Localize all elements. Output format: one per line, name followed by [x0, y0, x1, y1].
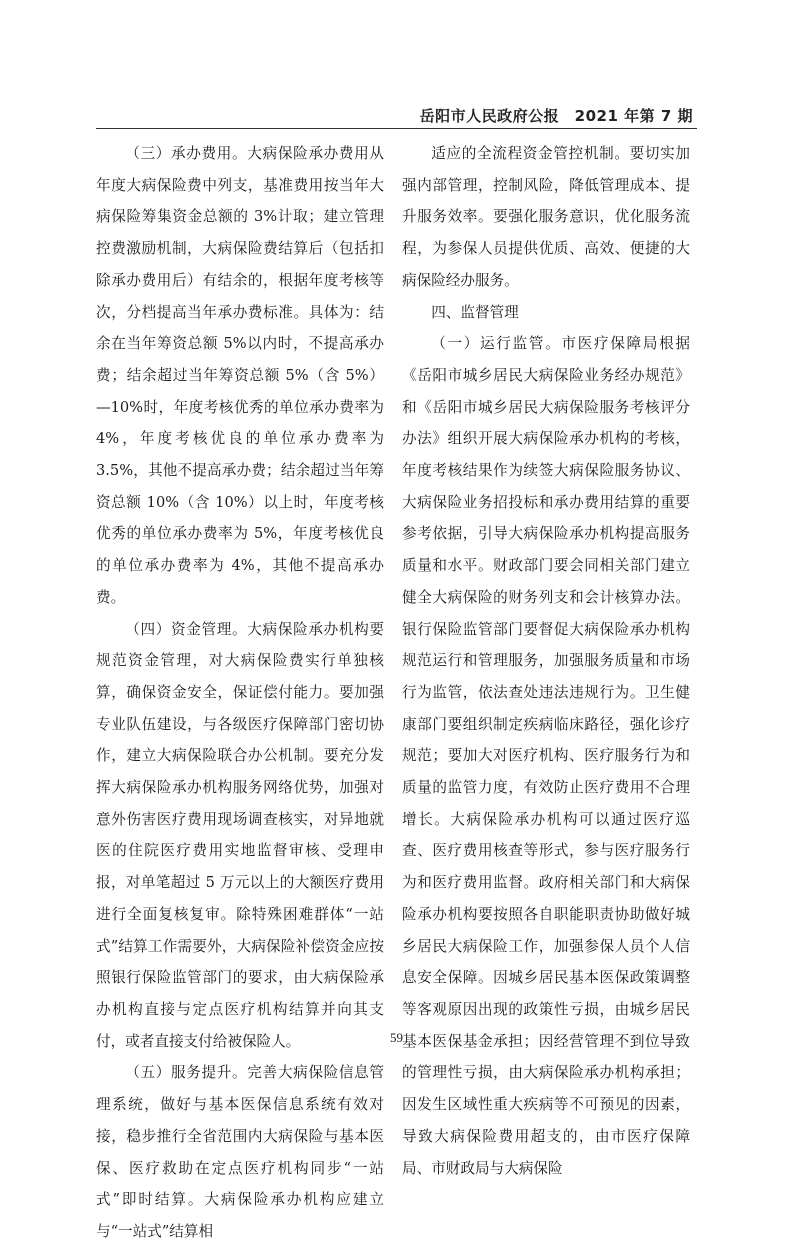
paragraph-undertaking-fees: （三）承办费用。大病保险承办费用从年度大病保险费中列支，基准费用按当年大病保险筹集资金总额的 3%计取；建立管理控费激励机制，大病保险费结算后（包括扣除承办费用后）有结余的，根据年度考核等次，分档提高当年承办费标准。具体为：结余在当年筹资总额 5%以内时，不提高承办费；结余超过当年筹资总额 5%（含 5%）—10%时，年度考核优秀的单位承办费率为 4%，年度考核优良的单位承办费率为 3.5%，其他不提高承办费；结余超过当年筹资总额 10%（含 10%）以上时，年度考核优秀的单位承办费率为 5%，年度考核优良的单位承办费率为 4%，其他不提高承办费。 — [96, 145, 384, 606]
right-column — [402, 138, 690, 1184]
page-number: 59 — [390, 1030, 403, 1045]
paragraph-service-improvement: （五）服务提升。完善大病保险信息管理系统，做好与基本医保信息系统有效对接，稳步推行全省范围内大病保险与基本医保、医疗救助在定点医疗机构同步“一站式”即时结算。大病保险承办机构应建立与“一站式”结算相 — [96, 1064, 384, 1240]
paragraph-fund-management: （四）资金管理。大病保险承办机构要规范资金管理，对大病保险费实行单独核算，确保资金安全，保证偿付能力。要加强专业队伍建设，与各级医疗保障部门密切协作，建立大病保险联合办公机制。要充分发挥大病保险承办机构服务网络优势，加强对意外伤害医疗费用现场调查核实，对异地就医的住院医疗费用实地监督审核、受理申报，对单笔超过 5 万元以上的大额医疗费用进行全面复核复审。除特殊困难群体“一站式”结算工作需要外，大病保险补偿资金应按照银行保险监管部门的要求，由大病保险承办机构直接与定点医疗机构结算并向其支付，或者直接支付给被保险人。 — [96, 620, 384, 1050]
paragraph-continuation: 适应的全流程资金管控机制。要切实加强内部管理，控制风险，降低管理成本、提升服务效率。要强化服务意识，优化服务流程，为参保人员提供优质、高效、便捷的大病保险经办服务。 — [402, 145, 690, 289]
section-heading-supervision: 四、监督管理 — [431, 303, 519, 321]
header-rule — [96, 128, 697, 129]
left-column — [96, 138, 384, 1248]
paragraph-operation-supervision: （一）运行监管。市医疗保障局根据《岳阳市城乡居民大病保险业务经办规范》和《岳阳市城乡居民大病保险服务考核评分办法》组织开展大病保险承办机构的考核，年度考核结果作为续签大病保险服务协议、大病保险业务招投标和承办费用结算的重要参考依据，引导大病保险承办机构提高服务质量和水平。财政部门要会同相关部门建立健全大病保险的财务列支和会计核算办法。银行保险监管部门要督促大病保险承办机构规范运行和管理服务，加强服务质量和市场行为监管，依法查处违法违规行为。卫生健康部门要组织制定疾病临床路径，强化诊疗规范；要加大对医疗机构、医疗服务行为和质量的监管力度，有效防止医疗费用不合理增长。大病保险承办机构可以通过医疗巡查、医疗费用核查等形式，参与医疗服务行为和医疗费用监督。政府相关部门和大病保险承办机构要按照各自职能职责协助做好城乡居民大病保险工作，加强参保人员个人信息安全保障。因城乡居民基本医保政策调整等客观原因出现的政策性亏损，由城乡居民基本医保基金承担；因经营管理不到位导致的管理性亏损，由大病保险承办机构承担；因发生区域性重大疾病等不可预见的因素，导致大病保险费用超支的，由市医疗保障局、市财政局与大病保险 — [402, 335, 690, 1177]
header-title: 岳阳市人民政府公报 2021 年第 7 期 — [419, 107, 693, 125]
